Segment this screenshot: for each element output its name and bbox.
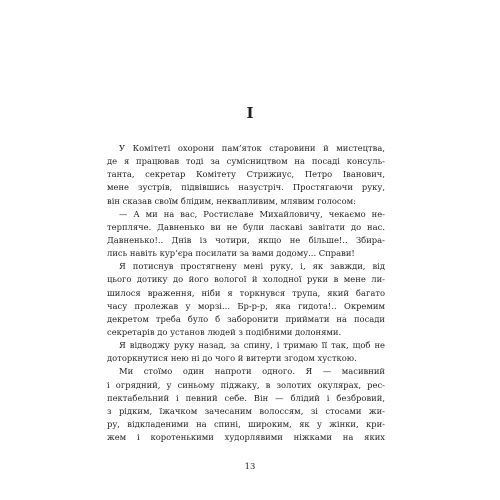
text-line: Ми стоїмо один напроти одного. Я — масивний [119,366,385,377]
text-line: і огрядний, у синьому піджаку, в золотих окулярах, рес- [107,379,385,390]
page-number: 13 [244,461,256,471]
text-line: Я відводжу руку назад, за спину, і тримаю її так, щоб не [119,340,385,351]
text-line: — А ми на вас, Ростиславе Михайловичу, чекаємо не- [119,208,385,219]
text-line: пектабельний і певний себе. Він — блідий і безбровий, [107,392,385,403]
text-line: він сказав своїм блідим, неквапливим, млявим голосом: [107,195,356,206]
text-line: цього дотику до його вологої й холодної руки в мене ли- [107,274,385,285]
text-line: з рідким, їжачком зачесаним волоссям, зі стосами жи- [107,405,385,416]
text-line: де я працював тоді за сумісництвом на посаді консуль- [107,156,385,167]
text-line: доторкнутися нею ні до чого й витерти згодом хусткою. [107,353,357,364]
text-line: ру, відкладеними на спині, широким, як у жінки, кри- [107,418,385,429]
text-line: шилося враження, ніби я торкнувся трупа, який багато [107,287,385,298]
text-line: терпляче. Давненько ви не були ласкаві завітати до нас. [107,221,385,232]
text-line: жем і коротенькими худорлявими ніжками на яких [107,432,385,443]
text-line: часу пролежав у морзі... Бр-р-р, яка гидота!.. Окремим [107,300,385,311]
text-line: декретом треба було б заборонити приймати на посади [107,313,385,324]
text-line: мене зустрів, підвівшись назустріч. Простягаючи руку, [107,182,385,193]
text-line: У Комітеті охорони пам’яток старовини й мистецтва, [119,143,385,153]
chapter-number: I [246,104,254,122]
text-line: Давненько!.. Днів із чотири, якщо не більше!.. Збира- [107,234,385,245]
text-line: танта, секретар Комітету Стрижиус, Петро Іванович, [107,169,385,180]
text-line: Я потиснув простягнену мені руку, і, як завжди, від [119,261,385,272]
body-text [107,142,385,444]
text-line: лись навіть кур’єра посилати за вами додому... Справи! [107,248,355,259]
text-line: секретарів до установ людей з подібними долонями. [107,326,342,337]
